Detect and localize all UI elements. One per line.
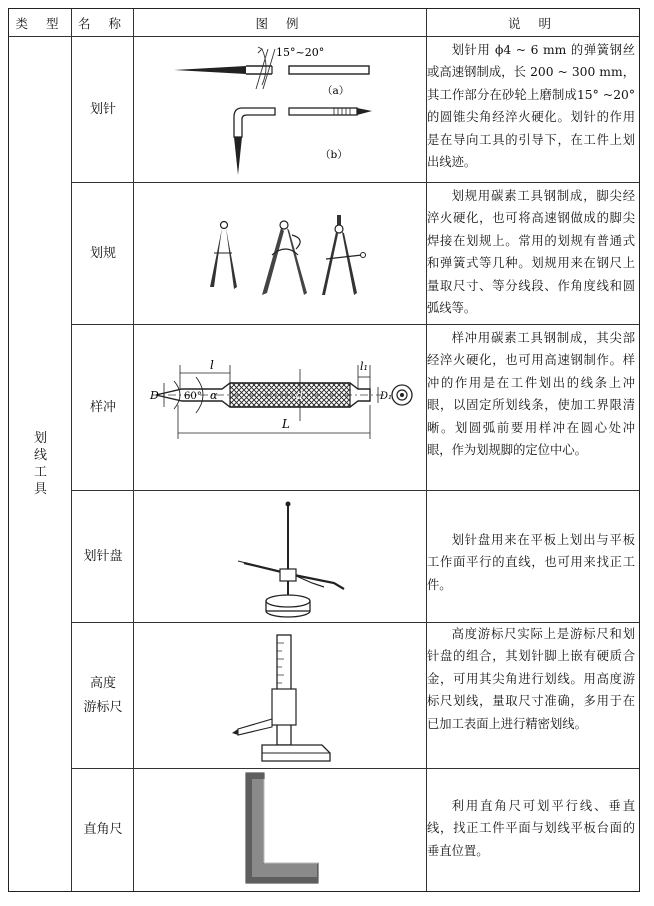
scriber-description: 划针用 ϕ4 ~ 6 mm 的弹簧钢丝或高速钢制成，长 200 ~ 300 mm，其工作部分在砂轮上磨制成15° ~20° 的圆锥尖角经淬火硬化。划针的作用是在导向工具的引导下，在工件上划出线迹。 — [427, 43, 635, 170]
header-type: 类 型 — [15, 15, 66, 31]
tool-name-scriber: 划针 — [89, 101, 116, 117]
punch-dim-d: d — [296, 389, 304, 402]
punch-dim-L: L — [282, 417, 290, 431]
center-punch-figure — [134, 325, 427, 490]
tool-name-height-gauge — [72, 623, 134, 768]
tool-name-surface-gauge: 划针盘 — [83, 548, 123, 564]
punch-dim-D1: D₁ — [380, 391, 393, 402]
height-gauge-description: 高度游标尺实际上是游标尺和划针盘的组合，其划针脚上嵌有硬质合金，可用其尖角进行划线。用高度游标尺划线，量取尺寸准确，多用于在已加工表面上进行精密划线。 — [427, 627, 635, 731]
height-gauge-figure — [134, 623, 427, 768]
header-name: 名 称 — [78, 15, 128, 31]
height-gauge-name-line2: 游标尺 — [83, 699, 123, 715]
scriber-angle-label: 15°~20° — [276, 46, 325, 59]
punch-dim-l1: l₁ — [360, 360, 368, 373]
square-description: 利用直角尺可划平行线、垂直线，找正工件平面与划线平板台面的垂直位置。 — [427, 799, 635, 858]
header-figure: 图 例 — [255, 15, 306, 31]
scriber-a-label: （a） — [322, 85, 350, 97]
tool-table — [8, 8, 640, 892]
scriber-figure — [134, 37, 427, 182]
scriber-tip — [174, 66, 246, 74]
surface-gauge-description: 划针盘用来在平板上划出与平板工作面平行的直线，也可用来找正工件。 — [427, 533, 635, 592]
tool-name-center-punch: 样冲 — [89, 399, 116, 415]
punch-dim-l: l — [210, 358, 214, 372]
category-label: 划线工具 — [33, 430, 47, 497]
divider-description: 划规用碳素工具钢制成，脚尖经淬火硬化，也可将高速钢做成的脚尖焊接在划规上。常用的划规有普通式和弹簧式等几种。划规用来在钢尺上量取尺寸、等分线段、作角度线和圆弧线等。 — [427, 189, 635, 316]
tool-name-square: 直角尺 — [83, 822, 123, 837]
scriber-b-label: （b） — [320, 149, 348, 161]
punch-dim-D: D — [150, 389, 159, 402]
punch-alpha: α — [210, 389, 218, 402]
divider-figure — [134, 183, 427, 324]
surface-gauge-figure — [134, 491, 427, 622]
header-description: 说 明 — [508, 15, 558, 31]
punch-angle: 60° — [184, 391, 202, 402]
center-punch-description: 样冲用碳素工具钢制成，其尖部经淬火硬化，也可用高速钢制作。样冲的作用是在工件划出的线条上冲眼，以固定所划线条，使加工界限清晰。划圆弧前要用样冲在圆心处冲眼，作为划规脚的定位中心。 — [427, 331, 635, 458]
tool-name-divider: 划规 — [89, 245, 116, 261]
square-figure — [134, 769, 427, 891]
height-gauge-name-line1: 高度 — [89, 675, 116, 691]
category-cell — [9, 36, 72, 891]
